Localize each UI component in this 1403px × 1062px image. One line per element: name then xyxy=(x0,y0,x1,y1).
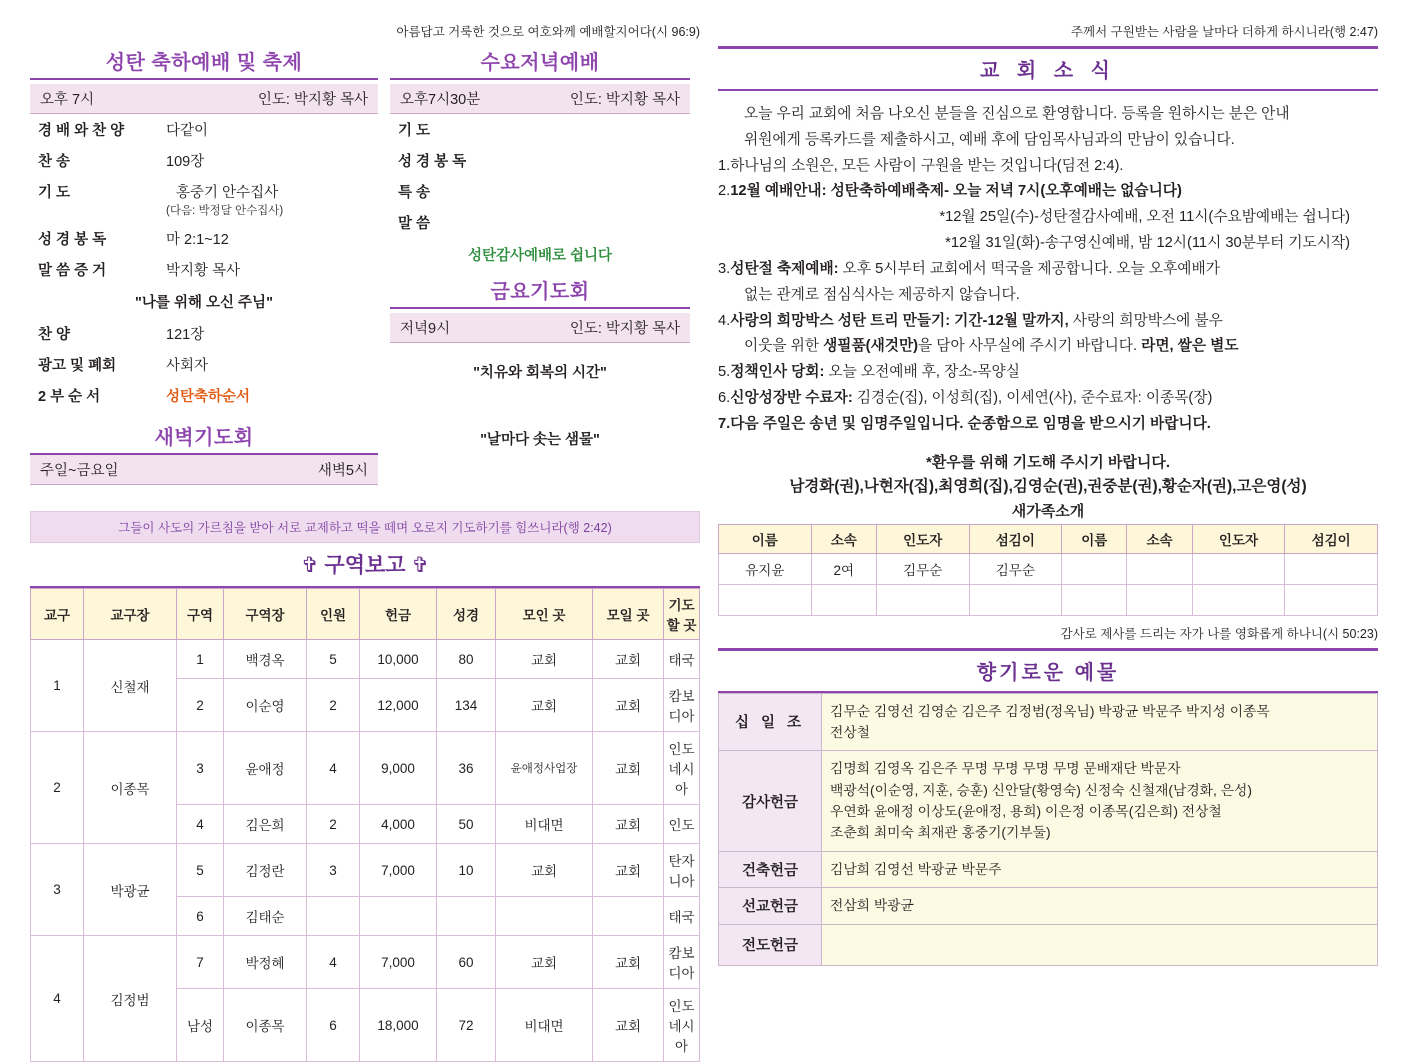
col-gyogu: 교구 xyxy=(31,589,84,640)
cell-gyogu: 2 xyxy=(31,732,84,844)
news-item-7-num: 7. xyxy=(718,415,731,432)
order-row xyxy=(30,176,378,223)
cell-gido: 캄보디아 xyxy=(664,936,700,989)
news-item-5-rest: 오늘 오전예배 후, 장소-목양실 xyxy=(824,364,1020,381)
cell-group-2 xyxy=(1127,553,1192,584)
cell-heongeum: 4,000 xyxy=(360,805,437,844)
friday-quote-1: "치유와 회복의 시간" xyxy=(473,365,607,381)
table-row xyxy=(31,732,700,805)
cell-gu: 3 xyxy=(177,732,224,805)
cell-gujang: 백경옥 xyxy=(224,640,307,679)
cell-gu: 6 xyxy=(177,897,224,936)
offering-row-tithe xyxy=(719,693,1378,751)
order-row xyxy=(30,223,378,254)
cell-heongeum: 9,000 xyxy=(360,732,437,805)
district-report-table xyxy=(30,588,700,1062)
cell-name-1 xyxy=(719,584,812,615)
order-value-text: 홍중기 안수집사 xyxy=(176,185,279,201)
cell-group-1 xyxy=(811,584,876,615)
news-item-3-num: 3. xyxy=(718,260,731,277)
table-row xyxy=(719,584,1378,615)
offering-row-building xyxy=(719,851,1378,887)
cell-name-2 xyxy=(1062,553,1127,584)
sermon-title: "나를 위해 오신 주님" xyxy=(135,295,273,311)
col-gido: 기도할 곳 xyxy=(664,589,700,640)
order-row xyxy=(390,145,690,176)
news-item-5-num: 5. xyxy=(718,364,731,381)
news-item-7-rest: 다음 주일은 송년 및 임명주일입니다. 순종함으로 임명을 받으시기 바랍니다. xyxy=(730,415,1211,432)
col-gyogujang: 교구장 xyxy=(84,589,177,640)
cell-inwon: 2 xyxy=(307,679,360,732)
order-label: 기 도 xyxy=(398,123,431,139)
friday-quote-2: "날마다 솟는 샘물" xyxy=(480,432,600,448)
col-gu: 구역 xyxy=(177,589,224,640)
news-item-4-cont-a: 이웃을 위한 xyxy=(744,338,824,355)
news-item-2-sub-2: *12월 31일(화)-송구영신예배, 밤 12시(11시 30분부터 기도시작) xyxy=(945,235,1350,252)
news-item-3-rest: 오후 5시부터 교회에서 떡국을 제공합니다. 오늘 오후예배가 xyxy=(838,260,1220,277)
offering-names xyxy=(822,751,1378,852)
cell-gu: 7 xyxy=(177,936,224,989)
christmas-title: 성탄 축하예배 및 축제 xyxy=(30,46,378,80)
cell-moil: 교회 xyxy=(593,640,664,679)
right-verse: 주께서 구원받는 사람을 날마다 더하게 하시니라(행 2:47) xyxy=(1070,25,1378,39)
news-item-5-bold: 정책인사 당회: xyxy=(730,364,825,381)
col-moin: 모인 곳 xyxy=(496,589,593,640)
cell-gido: 태국 xyxy=(664,897,700,936)
welcome-line-2: 위원에게 등록카드를 제출하시고, 예배 후에 담임목사님과의 만남이 있습니다. xyxy=(744,131,1235,148)
news-item-1: 1.하나님의 소원은, 모든 사람이 구원을 받는 것입니다(딤전 2:4). xyxy=(718,157,1124,174)
order-row-part2 xyxy=(30,380,378,411)
dawn-row xyxy=(30,455,378,485)
cell-seonggyeong xyxy=(437,897,496,936)
offering-category: 전도헌금 xyxy=(719,924,822,965)
order-row xyxy=(30,318,378,349)
cell-moil: 교회 xyxy=(593,679,664,732)
dawn-time: 새벽5시 xyxy=(317,463,368,479)
news-item-6-num: 6. xyxy=(718,389,731,406)
news-item-4 xyxy=(718,310,1378,334)
cell-gido: 인도네시아 xyxy=(664,989,700,1062)
christmas-time: 오후 7시 xyxy=(40,92,95,108)
news-item-4-bold-1: 생필품(새것만) xyxy=(823,338,919,355)
part2-label: 2 부 순 서 xyxy=(38,389,101,405)
offering-title: 향기로운 예물 xyxy=(718,648,1378,693)
order-row xyxy=(30,349,378,380)
col-server-1: 섬김이 xyxy=(969,524,1062,553)
cell-name-1: 유지윤 xyxy=(719,553,812,584)
wednesday-friday-block xyxy=(390,46,690,485)
col-moil: 모일 곳 xyxy=(593,589,664,640)
christmas-leader: 인도: 박지황 목사 xyxy=(257,92,368,108)
cell-gujang: 이종목 xyxy=(224,989,307,1062)
cell-seonggyeong: 134 xyxy=(437,679,496,732)
order-label: 경 배 와 찬 양 xyxy=(38,123,125,139)
new-family-table xyxy=(718,524,1378,616)
news-item-4-cont xyxy=(718,335,1378,359)
table-row xyxy=(31,844,700,897)
cell-moin: 윤애정사업장 xyxy=(496,732,593,805)
left-verse: 아름답고 거룩한 것으로 여호와께 예배할지어다(시 96:9) xyxy=(396,25,700,39)
cell-moin xyxy=(496,897,593,936)
cell-name-2 xyxy=(1062,584,1127,615)
order-value: 109장 xyxy=(166,154,205,170)
cell-gyogu: 1 xyxy=(31,640,84,732)
church-news-title: 교 회 소 식 xyxy=(718,46,1378,91)
cell-moil: 교회 xyxy=(593,936,664,989)
news-item-6-bold: 신앙성장반 수료자: xyxy=(730,389,853,406)
col-inwon: 인원 xyxy=(307,589,360,640)
wednesday-header xyxy=(390,84,690,114)
right-column xyxy=(718,22,1378,966)
order-value: 박지황 목사 xyxy=(166,263,241,279)
friday-title: 금요기도회 xyxy=(390,275,690,309)
cell-seonggyeong: 60 xyxy=(437,936,496,989)
cell-gu: 2 xyxy=(177,679,224,732)
order-value: 다같이 xyxy=(166,123,209,139)
news-item-3 xyxy=(718,258,1378,282)
news-item-2-sub-1: *12월 25일(수)-성탄절감사예배, 오전 11시(수요밤예배는 쉽니다) xyxy=(939,209,1350,226)
news-item-6 xyxy=(718,387,1378,411)
order-row xyxy=(30,145,378,176)
order-row xyxy=(390,207,690,238)
christmas-service-block xyxy=(30,46,378,485)
cell-moil: 교회 xyxy=(593,805,664,844)
district-report-title: ✞ 구역보고 ✞ xyxy=(30,543,700,588)
cell-group-1: 2여 xyxy=(811,553,876,584)
cell-server-1 xyxy=(969,584,1062,615)
news-item-4-rest: 사랑의 희망박스에 불우 xyxy=(1068,312,1223,329)
christmas-order-table-2 xyxy=(30,318,378,411)
news-item-4-bold-2: 라면, 쌀은 별도 xyxy=(1141,338,1239,355)
cell-heongeum: 18,000 xyxy=(360,989,437,1062)
cell-moil: 교회 xyxy=(593,989,664,1062)
cell-gyogujang: 신철재 xyxy=(84,640,177,732)
news-item-2 xyxy=(718,180,1378,204)
cell-moil: 교회 xyxy=(593,732,664,805)
cell-server-1: 김무순 xyxy=(969,553,1062,584)
order-value: 마 2:1~12 xyxy=(166,232,229,248)
order-row xyxy=(30,114,378,145)
cell-inwon: 4 xyxy=(307,732,360,805)
friday-leader: 인도: 박지황 목사 xyxy=(569,321,680,337)
wednesday-note: 성탄감사예배로 쉽니다 xyxy=(467,248,613,264)
cell-gido: 캄보디아 xyxy=(664,679,700,732)
order-row xyxy=(30,254,378,285)
news-item-4-bold: 사랑의 희망박스 성탄 트리 만들기: 기간-12월 말까지, xyxy=(730,312,1069,329)
order-label: 성 경 봉 독 xyxy=(398,154,467,170)
col-name-1: 이름 xyxy=(719,524,812,553)
offering-table xyxy=(718,693,1378,966)
cell-inwon: 6 xyxy=(307,989,360,1062)
table-row xyxy=(31,936,700,989)
order-label: 광고 및 폐회 xyxy=(38,358,117,374)
offering-category: 선교헌금 xyxy=(719,888,822,924)
cell-server-2 xyxy=(1285,553,1378,584)
cell-inwon: 2 xyxy=(307,805,360,844)
news-item-2-text: 12월 예배안내: 성탄축하예배축제- 오늘 저녁 7시(오후예배는 없습니다) xyxy=(730,183,1182,200)
worship-sections xyxy=(30,46,700,485)
dawn-title: 새벽기도회 xyxy=(30,421,378,455)
friday-header xyxy=(390,313,690,343)
order-value-sub: (다음: 박정달 안수집사) xyxy=(166,205,284,217)
wednesday-time: 오후7시30분 xyxy=(400,92,481,108)
news-item-7 xyxy=(718,413,1378,437)
offering-names xyxy=(822,888,1378,924)
cell-gujang: 김정란 xyxy=(224,844,307,897)
cell-heongeum: 7,000 xyxy=(360,936,437,989)
offering-name-line: 김남희 김영선 박광균 박문주 xyxy=(830,861,1002,877)
cell-moil: 교회 xyxy=(593,844,664,897)
col-seonggyeong: 성경 xyxy=(437,589,496,640)
dawn-prayer-block xyxy=(30,421,378,485)
cell-seonggyeong: 72 xyxy=(437,989,496,1062)
cell-gyogu: 4 xyxy=(31,936,84,1062)
cell-gyogujang: 김정범 xyxy=(84,936,177,1062)
cell-gyogujang: 이종목 xyxy=(84,732,177,844)
col-heongeum: 헌금 xyxy=(360,589,437,640)
offering-name-line: 백광석(이순영, 지훈, 승훈) 신안달(황영숙) 신정숙 신철재(남경화, 은성) xyxy=(830,782,1252,798)
offering-name-line: 김무순 김영선 김영순 김은주 김정범(정옥님) 박광균 박문주 박지성 이종목 xyxy=(830,703,1270,719)
col-server-2: 섬김이 xyxy=(1285,524,1378,553)
offering-names xyxy=(822,851,1378,887)
col-gujang: 구역장 xyxy=(224,589,307,640)
left-column xyxy=(30,22,700,1062)
offering-row-mission xyxy=(719,888,1378,924)
order-label: 말 씀 증 거 xyxy=(38,263,107,279)
cell-seonggyeong: 80 xyxy=(437,640,496,679)
order-label: 찬 송 xyxy=(38,154,71,170)
welcome-line-1: 오늘 우리 교회에 처음 나오신 분들을 진심으로 환영합니다. 등록을 원하시는 분은 안내 xyxy=(744,106,1290,122)
cell-seonggyeong: 50 xyxy=(437,805,496,844)
cell-heongeum: 10,000 xyxy=(360,640,437,679)
offering-category: 건축헌금 xyxy=(719,851,822,887)
wednesday-leader: 인도: 박지황 목사 xyxy=(569,92,680,108)
offering-row-thanks xyxy=(719,751,1378,852)
order-row xyxy=(390,176,690,207)
prayer-request-names: 남경화(권),나현자(집),최영희(집),김영순(권),권중분(권),황순자(권),고은영(성) xyxy=(789,477,1307,495)
offering-name-line: 전삼희 박광균 xyxy=(830,898,914,914)
col-guide-2: 인도자 xyxy=(1192,524,1285,553)
cell-heongeum: 12,000 xyxy=(360,679,437,732)
cell-group-2 xyxy=(1127,584,1192,615)
order-value: 121장 xyxy=(166,327,205,343)
cell-server-2 xyxy=(1285,584,1378,615)
table-row xyxy=(31,640,700,679)
cell-guide-1: 김무순 xyxy=(876,553,969,584)
offering-names xyxy=(822,693,1378,751)
christmas-order-table xyxy=(30,114,378,285)
cell-gu: 1 xyxy=(177,640,224,679)
cell-guide-1 xyxy=(876,584,969,615)
order-label: 성 경 봉 독 xyxy=(38,232,107,248)
church-news-body xyxy=(718,103,1378,437)
christmas-header xyxy=(30,84,378,114)
cell-heongeum xyxy=(360,897,437,936)
order-value xyxy=(162,176,378,223)
order-label: 기 도 xyxy=(38,185,71,201)
cell-gujang: 김태순 xyxy=(224,897,307,936)
news-item-2-num: 2. xyxy=(718,183,731,200)
order-label: 특 송 xyxy=(398,185,431,201)
cell-moin: 교회 xyxy=(496,679,593,732)
cell-moin: 교회 xyxy=(496,844,593,897)
offering-name-line: 김명희 김영옥 김은주 무명 무명 무명 무명 문배재단 박문자 xyxy=(830,761,1181,777)
cell-gido: 인도네시아 xyxy=(664,732,700,805)
col-guide-1: 인도자 xyxy=(876,524,969,553)
cell-gu: 5 xyxy=(177,844,224,897)
cell-gujang: 윤애정 xyxy=(224,732,307,805)
cell-gujang: 박정혜 xyxy=(224,936,307,989)
cell-gujang: 이순영 xyxy=(224,679,307,732)
offering-category: 십 일 조 xyxy=(719,693,822,751)
col-name-2: 이름 xyxy=(1062,524,1127,553)
cell-gido: 탄자니아 xyxy=(664,844,700,897)
new-family-title: 새가족소개 xyxy=(1011,502,1085,520)
prayer-request-title: *환우를 위해 기도해 주시기 바랍니다. xyxy=(925,453,1171,471)
cell-moil xyxy=(593,897,664,936)
news-item-3-bold: 성탄절 축제예배: xyxy=(730,260,839,277)
wednesday-title: 수요저녁예배 xyxy=(390,46,690,80)
cell-gyogu: 3 xyxy=(31,844,84,936)
news-item-4-num: 4. xyxy=(718,312,731,329)
offering-category: 감사헌금 xyxy=(719,751,822,852)
cell-guide-2 xyxy=(1192,584,1285,615)
news-item-3-cont: 없는 관계로 점심식사는 제공하지 않습니다. xyxy=(744,286,1020,303)
order-label: 찬 양 xyxy=(38,327,71,343)
cell-moin: 비대면 xyxy=(496,989,593,1062)
cell-seonggyeong: 36 xyxy=(437,732,496,805)
cell-guide-2 xyxy=(1192,553,1285,584)
cell-moin: 교회 xyxy=(496,640,593,679)
col-group-2: 소속 xyxy=(1127,524,1192,553)
cell-inwon: 3 xyxy=(307,844,360,897)
col-group-1: 소속 xyxy=(811,524,876,553)
news-item-4-cont-b: 을 담아 사무실에 주시기 바랍니다. xyxy=(918,338,1142,355)
cell-gido: 태국 xyxy=(664,640,700,679)
cell-gu: 남성 xyxy=(177,989,224,1062)
offering-name-line: 우연화 윤애정 이상도(윤애정, 용희) 이은정 이종목(김은희) 전상철 xyxy=(830,804,1222,820)
cell-gujang: 김은희 xyxy=(224,805,307,844)
right-verse-2: 감사로 제사를 드리는 자가 나를 영화롭게 하나니(시 50:23) xyxy=(1060,626,1378,641)
cell-heongeum: 7,000 xyxy=(360,844,437,897)
offering-row-evangelism xyxy=(719,924,1378,965)
cell-inwon: 4 xyxy=(307,936,360,989)
cell-moin: 교회 xyxy=(496,936,593,989)
table-row xyxy=(719,553,1378,584)
order-label: 말 씀 xyxy=(398,216,431,232)
order-row xyxy=(390,114,690,145)
fellowship-banner: 그들이 사도의 가르침을 받아 서로 교제하고 떡을 떼며 오로지 기도하기를 힘쓰니라(행 2:42) xyxy=(30,511,700,543)
part2-value: 성탄축하순서 xyxy=(166,389,251,405)
cell-moin: 비대면 xyxy=(496,805,593,844)
news-item-6-rest: 김경순(집), 이성희(집), 이세연(사), 준수료자: 이종목(장) xyxy=(852,389,1213,406)
news-item-5 xyxy=(718,361,1378,385)
cell-inwon: 5 xyxy=(307,640,360,679)
cell-gyogujang: 박광균 xyxy=(84,844,177,936)
friday-time: 저녁9시 xyxy=(400,321,451,337)
offering-name-line: 전상철 xyxy=(830,724,870,740)
cell-inwon xyxy=(307,897,360,936)
offering-name-line: 조춘희 최미숙 최재관 홍중기(기부둘) xyxy=(830,825,1051,841)
offering-names xyxy=(822,924,1378,965)
table-header-row xyxy=(31,589,700,640)
dawn-days: 주일~금요일 xyxy=(40,463,119,479)
wednesday-order-table xyxy=(390,114,690,238)
order-value: 사회자 xyxy=(166,358,209,374)
cell-seonggyeong: 10 xyxy=(437,844,496,897)
cell-gido: 인도 xyxy=(664,805,700,844)
table-header-row xyxy=(719,524,1378,553)
cell-gu: 4 xyxy=(177,805,224,844)
